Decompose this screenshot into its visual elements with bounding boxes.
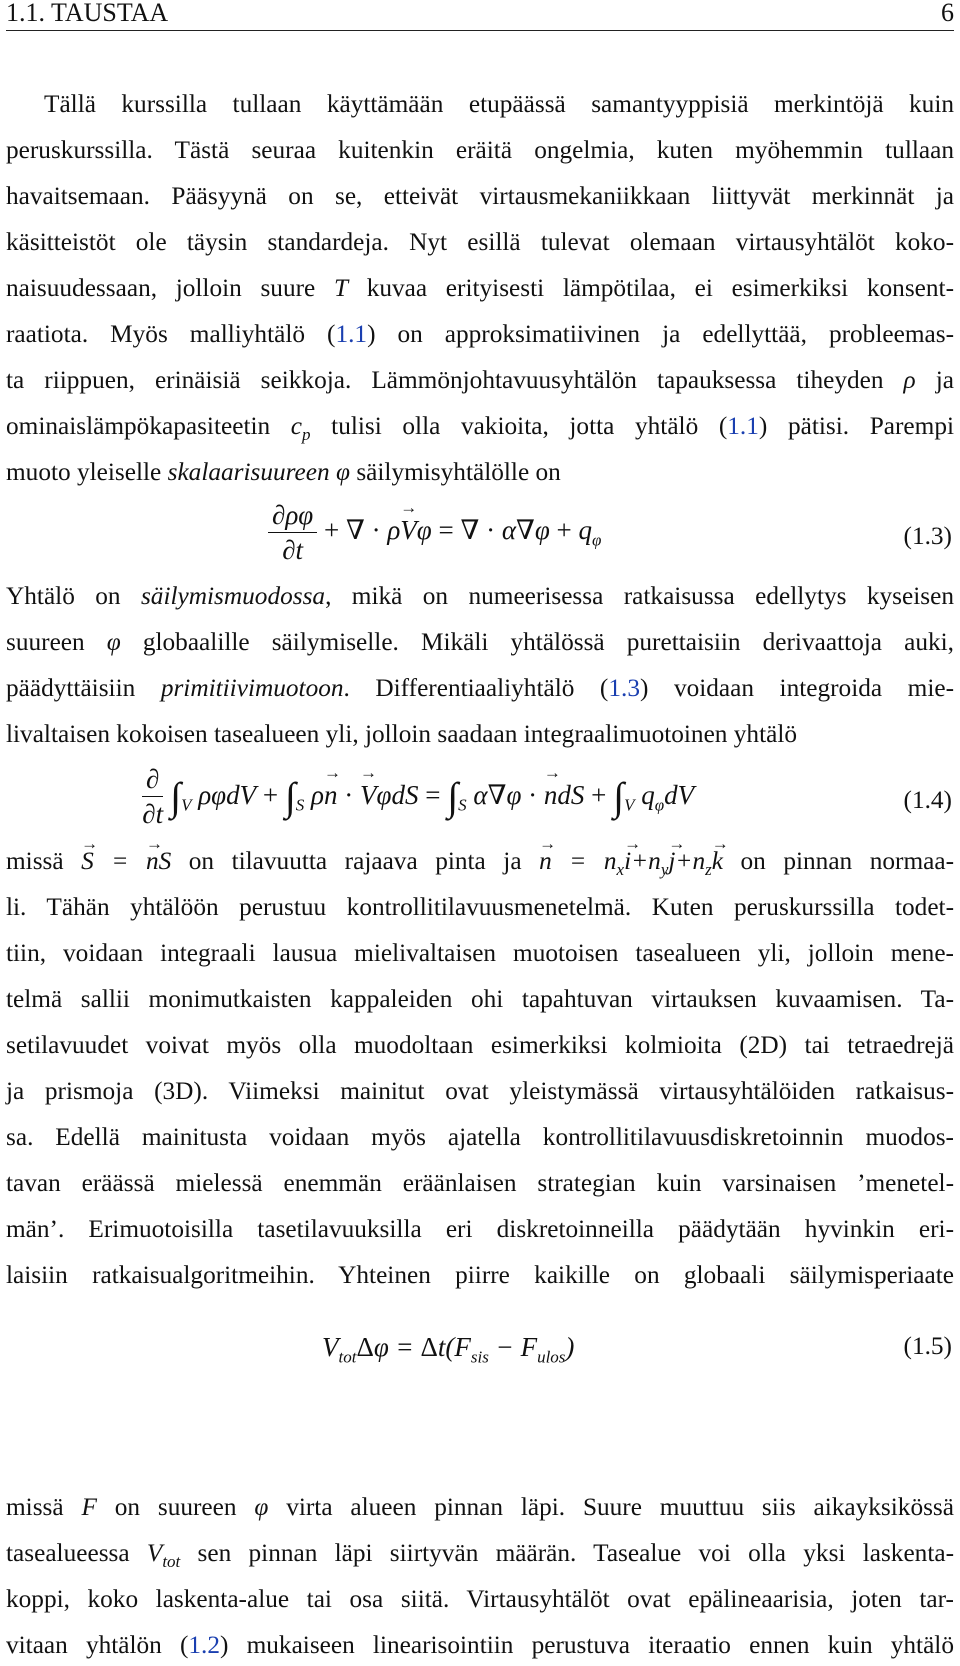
text-line: tasealueessa $V_{tot}$ sen pinnan läpi siirtyvän määrän. Tasealue voi olla yksi laskenta- (6, 1539, 955, 1572)
text-line: tiin, voidaan integraali lausua mielivaltaisen muotoisen tasealueen yli, jolloin mene- (6, 939, 954, 967)
text-line: livaltaisen kokoisen tasealueen yli, jolloin saadaan integraalimuotoinen yhtälö (6, 720, 798, 748)
text-line: Yhtälö on säilymismuodossa, mikä on numeerisessa ratkaisussa edellytys kyseisen (6, 582, 954, 610)
equation-ref-link[interactable]: 1.2 (188, 1631, 221, 1659)
text-line: koppi, koko laskenta-alue tai osa siitä. Virtausyhtälöt ovat epälineaarisia, joten tar- (6, 1585, 954, 1613)
equation-1-3: $\frac{\partial\rho\varphi}{\partial t}$ + ∇ · ρ→ Vφ = ∇ · $\alpha\nabla\varphi + q_\varphi$ (1.3) (0, 498, 960, 578)
text-line: päädyttäisiin primitiivimuotoon. Differentiaaliyhtälö (1.3) voidaan integroida mie- (6, 674, 955, 702)
text-line: suureen φ globaalille säilymiselle. Mikäli yhtälössä purettaisiin derivaattoja auki, (6, 628, 954, 656)
text-line: sa. Edellä mainitusta voidaan myös ajatella kontrollitilavuusdiskretoinnin muodos- (6, 1123, 954, 1151)
equation-ref-link[interactable]: 1.1 (335, 320, 368, 348)
text-line: käsitteistöt ole täysin standardeja. Nyt esillä tulevat olemaan virtausyhtälöt koko- (6, 228, 954, 256)
equation-number: (1.3) (903, 522, 952, 550)
text-line: laisiin ratkaisualgoritmeihin. Yhteinen piirre kaikille on globaali säilymisperiaate (6, 1261, 954, 1289)
equation-1-5: $V_{tot}\Delta\varphi = \Delta t(F_{sis} - F_{ulos})$ (1.5) (322, 1332, 952, 1367)
page-number: 6 (941, 0, 954, 27)
text-line: ja prismoja (3D). Viimeksi mainitut ovat yleistymässä virtausyhtälöiden ratkaisus- (6, 1077, 954, 1105)
text-line: män’. Erimuotoisilla tasetilavuuksilla eri diskretoinneilla päädytään hyvinkin eri- (6, 1215, 954, 1243)
text-line: muoto yleiselle skalaarisuureen φ säilymisyhtälölle on (6, 458, 561, 486)
running-header (6, 0, 954, 31)
equation-1-4: $\frac{\partial}{\partial t}$ $\int_V$ $\rho\varphi dV + \int_S$ ρ→ n · → $V\varphi dS = \int_S$ α∇φ · → ndS + $\int_V$ $q_\varphi dV$ (1.4) (0, 762, 960, 842)
equation-ref-link[interactable]: 1.3 (608, 674, 640, 702)
text-line: naisuudessaan, jolloin suure T kuvaa erityisesti lämpötilaa, ei esimerkiksi konsent- (6, 274, 954, 302)
equation-number: (1.4) (903, 786, 952, 814)
text-line: li. Tähän yhtälöön perustuu kontrollitilavuusmenetelmä. Kuten peruskurssilla todet- (6, 893, 954, 921)
text-line: telmä sallii monimutkaisten kappaleiden ohi tapahtuvan virtauksen kuvaamisen. Ta- (6, 985, 954, 1013)
text-line: raatiota. Myös malliyhtälö (1.1) on approksimatiivinen ja edellyttää, probleemas- (6, 320, 954, 348)
text-line: Tällä kurssilla tullaan käyttämään etupäässä samantyyppisiä merkintöjä kuin (44, 90, 954, 118)
text-line: tavan eräässä mielessä enemmän eräänlaisen strategian kuin varsinaisen ’menetel- (6, 1169, 954, 1197)
text-line: ta riippuen, erinäisiä seikkoja. Lämmönjohtavuusyhtälön tapauksessa tiheyden ρ ja (6, 366, 955, 394)
equation-number: (1.5) (903, 1332, 952, 1360)
text-line: peruskurssilla. Tästä seuraa kuitenkin eräitä ongelmia, kuten myöhemmin tullaan (6, 136, 954, 164)
text-line: ominaislämpökapasiteetin $c_p$ tulisi olla vakioita, jotta yhtälö (1.1) pätisi. Parempi (6, 412, 955, 445)
equation-ref-link[interactable]: 1.1 (727, 412, 759, 440)
text-line: havaitsemaan. Pääsyynä on se, etteivät virtausmekaniikkaan liittyvät merkinnät ja (6, 182, 954, 210)
text-line: setilavuudet voivat myös olla muodoltaan esimerkiksi kolmioita (2D) tai tetraedrejä (6, 1031, 954, 1059)
text-line: missä → S = → nS on tilavuutta rajaava pinta ja → $n = n_x\to i+n_y\to j+n_z\to k$ on pinnan normaa- (6, 846, 954, 876)
text-line: missä F on suureen φ virta alueen pinnan läpi. Suure muuttuu siis aikayksikössä (6, 1493, 955, 1521)
section-title: 1.1. TAUSTAA (6, 0, 169, 27)
text-line: vitaan yhtälön (1.2) mukaiseen linearisointiin perustuva iteraatio ennen kuin yhtälö (6, 1631, 954, 1659)
